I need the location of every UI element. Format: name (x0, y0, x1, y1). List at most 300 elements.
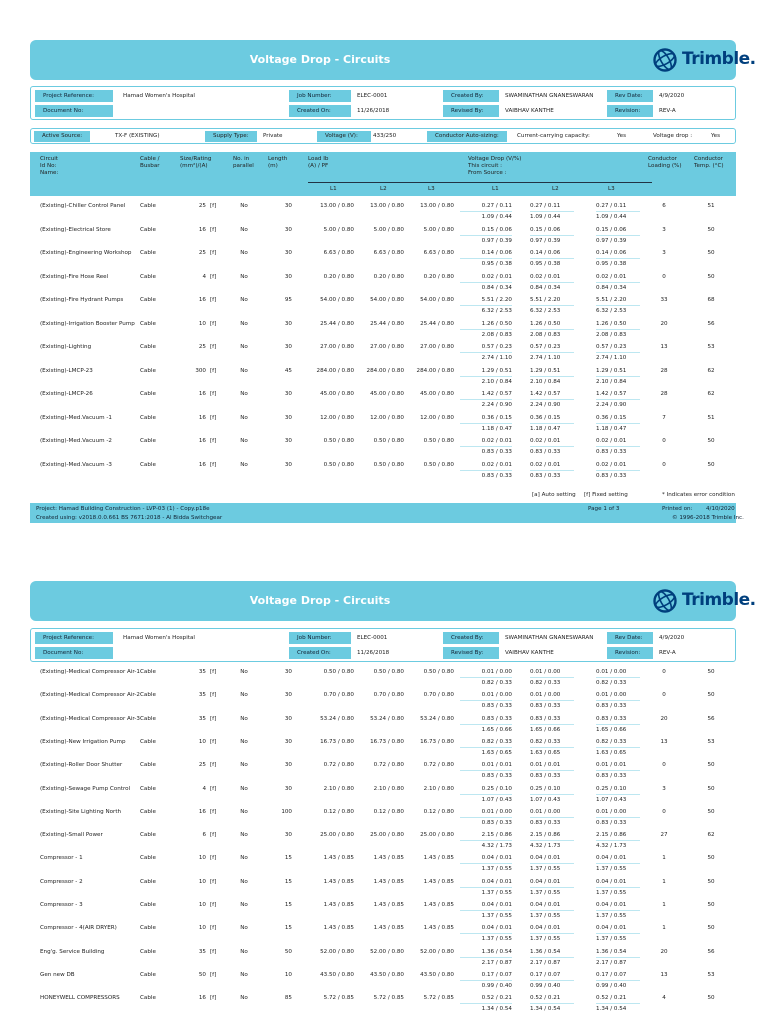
row-divider (460, 677, 512, 678)
cell-v1: 0.15 / 0.06 (481, 226, 512, 233)
cell-s1: 0.95 / 0.38 (481, 261, 512, 267)
cell-v1: 0.04 / 0.01 (481, 878, 512, 885)
cell-temp: 50 (707, 855, 715, 862)
row-divider (530, 305, 574, 306)
cell-flag: [f] (210, 995, 217, 1002)
cell-l2: 0.12 / 0.80 (373, 808, 404, 815)
cell-flag: [f] (210, 785, 217, 792)
document-no-value (117, 105, 287, 117)
cell-s1: 0.83 / 0.33 (481, 703, 512, 710)
cell-v1: 0.04 / 0.01 (481, 902, 512, 908)
cell-name: (Existing)-Fire Hydrant Pumps (40, 297, 124, 303)
cell-l2: 0.72 / 0.80 (373, 762, 404, 769)
cell-type: Cable (140, 438, 156, 444)
cell-v2: 0.04 / 0.01 (530, 878, 561, 885)
cell-flag: [f] (210, 461, 217, 468)
legend-auto: [a] Auto setting (532, 492, 576, 498)
cell-s1: 1.18 / 0.47 (481, 425, 512, 432)
cell-flag: [f] (210, 832, 217, 839)
created-on-label: Created On: (289, 647, 351, 659)
cell-l2: 284.00 / 0.80 (366, 367, 404, 374)
cell-v1: 1.29 / 0.51 (481, 367, 512, 374)
row-divider (530, 376, 574, 377)
cell-flag: [f] (210, 971, 217, 978)
cell-l1: 0.50 / 0.80 (323, 461, 354, 468)
cell-v3: 0.01 / 0.00 (596, 669, 627, 675)
cell-size: 10 (198, 925, 206, 932)
cell-l3: 27.00 / 0.80 (420, 344, 454, 350)
table-row (30, 458, 736, 482)
cell-len: 30 (284, 438, 292, 444)
cell-len: 30 (284, 832, 292, 839)
cell-load: 0 (662, 808, 666, 815)
rev-date-label: Rev Date: (607, 90, 653, 102)
row-divider (596, 470, 640, 471)
cell-load: 1 (662, 902, 666, 908)
cell-par: No (240, 203, 248, 209)
cell-v1: 1.42 / 0.57 (481, 391, 512, 397)
row-divider (596, 446, 640, 447)
cell-temp: 50 (707, 438, 715, 444)
project-info-box (30, 628, 736, 662)
cell-s1: 0.99 / 0.40 (481, 982, 512, 989)
header-load: Load Ib (A) / PF (308, 156, 329, 169)
cell-l2: 1.43 / 0.85 (373, 855, 404, 862)
cell-par: No (240, 855, 248, 862)
cell-v3: 0.01 / 0.00 (596, 692, 627, 699)
cell-s2: 1.37 / 0.55 (530, 913, 561, 919)
rev-date-value: 4/9/2020 (659, 635, 685, 641)
cell-l3: 5.00 / 0.80 (423, 226, 454, 233)
cell-l2: 0.70 / 0.80 (373, 692, 404, 699)
created-by-value: SWAMINATHAN GNANESWARAN (505, 635, 594, 641)
cell-v2: 0.52 / 0.21 (530, 995, 561, 1002)
cell-s3: 0.83 / 0.33 (596, 472, 627, 479)
cell-load: 13 (660, 738, 668, 745)
cell-s1: 1.07 / 0.43 (481, 796, 512, 803)
cell-size: 16 (198, 438, 206, 444)
cell-s1: 0.83 / 0.33 (481, 773, 512, 780)
cell-s1: 0.83 / 0.33 (481, 472, 512, 479)
table-row (30, 223, 736, 247)
cell-l1: 25.44 / 0.80 (320, 320, 354, 327)
row-divider (596, 770, 640, 771)
row-divider (460, 211, 512, 212)
cell-name: Eng'g. Service Building (40, 948, 105, 955)
cell-len: 15 (284, 902, 292, 908)
cell-temp: 62 (707, 367, 715, 374)
cell-load: 28 (660, 391, 668, 397)
cell-par: No (240, 785, 248, 792)
conductor-auto-sizing-label: Conductor Auto-sizing: (427, 131, 507, 142)
footer-created-using: Created using: v2018.0.0.661 BS 7671:2018 - Al Bidda Switchgear (36, 515, 223, 521)
rev-date-value: 4/9/2020 (659, 93, 685, 99)
cell-size: 35 (198, 715, 206, 722)
cell-name: (Existing)-Medical Compressor Air-1 (40, 669, 140, 675)
row-divider (460, 258, 512, 259)
cell-name: (Existing)-Fire Hose Reel (40, 273, 109, 280)
cell-s3: 0.97 / 0.39 (596, 237, 627, 244)
row-divider (596, 211, 640, 212)
row-divider (596, 352, 640, 353)
table-row (30, 782, 736, 806)
row-divider (596, 700, 640, 701)
cell-par: No (240, 320, 248, 327)
cell-par: No (240, 995, 248, 1002)
row-divider (530, 399, 574, 400)
cell-v3: 1.26 / 0.50 (596, 320, 627, 327)
row-divider (596, 258, 640, 259)
cell-s3: 1.37 / 0.55 (596, 889, 627, 896)
cell-v2: 1.42 / 0.57 (530, 391, 561, 397)
row-divider (596, 423, 640, 424)
cell-l2: 0.50 / 0.80 (373, 438, 404, 444)
cell-size: 10 (198, 855, 206, 862)
cell-len: 30 (284, 785, 292, 792)
cell-type: Cable (140, 344, 156, 350)
cell-temp: 51 (707, 203, 715, 209)
cell-size: 25 (198, 762, 206, 769)
revision-label: Revision: (607, 647, 653, 659)
footer-printed-date: 4/10/2020 (706, 506, 735, 512)
cell-v1: 2.15 / 0.86 (481, 832, 512, 839)
cell-l1: 53.24 / 0.80 (320, 715, 354, 722)
header-vd-l3: L3 (608, 186, 615, 192)
cell-type: Cable (140, 367, 156, 374)
cell-par: No (240, 971, 248, 978)
cell-s2: 0.83 / 0.33 (530, 819, 561, 826)
cell-load: 20 (660, 320, 668, 327)
row-divider (460, 724, 512, 725)
cell-v1: 0.02 / 0.01 (481, 273, 512, 280)
table-row (30, 712, 736, 736)
cell-name: (Existing)-Medical Compressor Air-2 (40, 692, 140, 699)
table-row (30, 805, 736, 829)
created-on-label: Created On: (289, 105, 351, 117)
cell-temp: 50 (707, 995, 715, 1002)
cell-name: (Existing)-Irrigation Booster Pump (40, 320, 135, 327)
header-conductor-temp: Conductor Temp. (°C) (694, 156, 724, 169)
row-divider (460, 887, 512, 888)
cell-type: Cable (140, 808, 156, 815)
voltage-label: Voltage (V): (317, 131, 371, 142)
cell-s2: 1.37 / 0.55 (530, 936, 561, 943)
cell-l2: 2.10 / 0.80 (373, 785, 404, 792)
row-divider (460, 840, 512, 841)
supply-type-label: Supply Type: (205, 131, 257, 142)
row-divider (460, 957, 512, 958)
cell-l1: 1.43 / 0.85 (323, 925, 354, 932)
row-divider (460, 282, 512, 283)
row-divider (460, 470, 512, 471)
cell-v2: 0.25 / 0.10 (530, 785, 561, 792)
cell-load: 20 (660, 715, 668, 722)
cell-l1: 27.00 / 0.80 (320, 344, 354, 350)
cell-l1: 13.00 / 0.80 (320, 203, 354, 209)
cell-type: Cable (140, 391, 156, 397)
cell-par: No (240, 715, 248, 722)
cell-s3: 1.37 / 0.55 (596, 936, 627, 943)
cell-v2: 0.01 / 0.00 (530, 808, 561, 815)
active-source-value: TX-F (EXISTING) (115, 133, 160, 139)
report-title: Voltage Drop - Circuits (249, 594, 391, 607)
revised-by-label: Revised By: (443, 647, 499, 659)
row-divider (460, 376, 512, 377)
revision-value: REV-A (659, 108, 676, 114)
cell-s3: 1.09 / 0.44 (596, 214, 627, 220)
row-divider (460, 423, 512, 424)
row-divider (460, 235, 512, 236)
cell-flag: [f] (210, 414, 217, 421)
table-row (30, 898, 736, 922)
cell-l3: 0.20 / 0.80 (423, 273, 454, 280)
cell-v2: 0.83 / 0.33 (530, 715, 561, 722)
cell-v1: 0.14 / 0.06 (481, 250, 512, 256)
cell-s2: 1.07 / 0.43 (530, 796, 561, 803)
footer-copyright: © 1996-2018 Trimble Inc. (672, 515, 744, 521)
cell-l1: 12.00 / 0.80 (320, 414, 354, 421)
cell-v2: 0.04 / 0.01 (530, 855, 561, 862)
cell-size: 25 (198, 203, 206, 209)
cell-load: 0 (662, 273, 666, 280)
cell-v1: 0.02 / 0.01 (481, 438, 512, 444)
trimble-logo (652, 47, 764, 73)
cell-len: 30 (284, 226, 292, 233)
cell-load: 3 (662, 785, 666, 792)
job-number-label: Job Number: (289, 632, 351, 644)
cell-type: Cable (140, 414, 156, 421)
supply-type-value: Private (263, 133, 283, 139)
cell-l1: 1.43 / 0.85 (323, 855, 354, 862)
cell-s2: 1.37 / 0.55 (530, 866, 561, 873)
cell-l2: 1.43 / 0.85 (373, 878, 404, 885)
row-divider (596, 957, 640, 958)
cell-s2: 1.37 / 0.55 (530, 889, 561, 896)
header-vd-l1: L1 (492, 186, 499, 192)
cell-load: 7 (662, 414, 666, 421)
cell-len: 15 (284, 925, 292, 932)
table-row (30, 434, 736, 458)
job-number-value: ELEC-0001 (357, 93, 388, 99)
cell-v3: 0.01 / 0.00 (596, 808, 627, 815)
cell-flag: [f] (210, 902, 217, 908)
footer-project: Project: Hamad Building Construction - LVP-03 (1) - Copy.p18e (36, 506, 210, 512)
cell-len: 15 (284, 855, 292, 862)
row-divider (596, 887, 640, 888)
cell-v2: 0.02 / 0.01 (530, 461, 561, 468)
cell-flag: [f] (210, 297, 217, 303)
cell-name: (Existing)-New Irrigation Pump (40, 738, 126, 745)
cell-len: 95 (284, 297, 292, 303)
cell-temp: 53 (707, 738, 715, 745)
cell-type: Cable (140, 715, 156, 722)
cell-temp: 50 (707, 250, 715, 256)
cell-temp: 50 (707, 878, 715, 885)
report-banner (30, 581, 756, 621)
cell-s1: 4.32 / 1.73 (481, 843, 512, 850)
row-divider (596, 724, 640, 725)
cell-s2: 4.32 / 1.73 (530, 843, 561, 850)
cell-flag: [f] (210, 669, 217, 675)
table-row (30, 968, 736, 992)
row-divider (460, 329, 512, 330)
cell-size: 4 (202, 785, 206, 792)
cell-v1: 0.01 / 0.00 (481, 808, 512, 815)
cell-v3: 0.04 / 0.01 (596, 925, 627, 932)
cell-type: Cable (140, 762, 156, 769)
cell-par: No (240, 250, 248, 256)
trimble-wordmark: Trimble. (682, 49, 756, 69)
trimble-wordmark: Trimble. (682, 590, 756, 610)
cell-v3: 1.36 / 0.54 (596, 948, 627, 955)
active-source-label: Active Source: (34, 131, 90, 142)
table-row (30, 688, 736, 712)
row-divider (530, 423, 574, 424)
cell-s2: 2.17 / 0.87 (530, 959, 561, 966)
table-row (30, 851, 736, 875)
cell-flag: [f] (210, 762, 217, 769)
cell-l1: 5.00 / 0.80 (323, 226, 354, 233)
trimble-globe-icon (652, 588, 680, 614)
cell-type: Cable (140, 878, 156, 885)
cell-size: 4 (202, 273, 206, 280)
cell-l2: 25.00 / 0.80 (370, 832, 404, 839)
row-divider (596, 376, 640, 377)
row-divider (530, 817, 574, 818)
cell-s3: 0.83 / 0.33 (596, 449, 627, 455)
cell-l1: 1.43 / 0.85 (323, 878, 354, 885)
cell-v3: 0.27 / 0.11 (596, 203, 627, 209)
cell-v3: 1.29 / 0.51 (596, 367, 627, 374)
cell-l3: 1.43 / 0.85 (423, 878, 454, 885)
cell-name: (Existing)-Sewage Pump Control (40, 785, 131, 792)
cell-par: No (240, 391, 248, 397)
cell-l2: 12.00 / 0.80 (370, 414, 404, 421)
row-divider (460, 933, 512, 934)
cell-v3: 2.15 / 0.86 (596, 832, 627, 839)
cell-v1: 0.36 / 0.15 (481, 414, 512, 421)
cell-v3: 1.42 / 0.57 (596, 391, 627, 397)
cell-type: Cable (140, 902, 156, 908)
cell-l3: 2.10 / 0.80 (423, 785, 454, 792)
cell-v3: 0.04 / 0.01 (596, 878, 627, 885)
cell-v2: 0.57 / 0.23 (530, 344, 561, 350)
cell-temp: 62 (707, 832, 715, 839)
cell-l1: 0.50 / 0.80 (323, 438, 354, 444)
row-divider (530, 794, 574, 795)
cell-name: (Existing)-LMCP-23 (40, 367, 93, 374)
cell-load: 0 (662, 762, 666, 769)
cell-flag: [f] (210, 925, 217, 932)
table-row (30, 875, 736, 899)
cell-par: No (240, 344, 248, 350)
cell-v1: 0.02 / 0.01 (481, 461, 512, 468)
cell-l3: 0.72 / 0.80 (423, 762, 454, 769)
cell-par: No (240, 226, 248, 233)
cell-l2: 25.44 / 0.80 (370, 320, 404, 327)
cell-v2: 2.15 / 0.86 (530, 832, 561, 839)
cell-s1: 0.83 / 0.33 (481, 819, 512, 826)
cell-temp: 51 (707, 414, 715, 421)
cell-par: No (240, 438, 248, 444)
cell-temp: 50 (707, 902, 715, 908)
legend (0, 492, 768, 502)
row-divider (460, 446, 512, 447)
cell-type: Cable (140, 273, 156, 280)
cell-len: 50 (284, 948, 292, 955)
revised-by-label: Revised By: (443, 105, 499, 117)
voltage-value: 433/250 (373, 133, 397, 139)
cell-name: (Existing)-Site Lighting North (40, 808, 122, 815)
cell-flag: [f] (210, 226, 217, 233)
cell-flag: [f] (210, 738, 217, 745)
cell-s3: 1.65 / 0.66 (596, 726, 627, 733)
row-divider (596, 329, 640, 330)
cell-size: 16 (198, 995, 206, 1002)
table-row (30, 199, 736, 223)
table-row (30, 921, 736, 945)
cell-l2: 0.20 / 0.80 (373, 273, 404, 280)
header-load-underline (308, 182, 468, 183)
cell-load: 1 (662, 855, 666, 862)
active-source-bar (30, 128, 736, 144)
cell-l3: 1.43 / 0.85 (423, 855, 454, 862)
cell-v3: 0.17 / 0.07 (596, 971, 627, 978)
legend-error: * Indicates error condition (662, 492, 735, 498)
cell-len: 30 (284, 320, 292, 327)
cell-len: 30 (284, 762, 292, 769)
header-length: Length (m) (268, 156, 288, 169)
revision-value: REV-A (659, 650, 676, 656)
cell-s2: 2.10 / 0.84 (530, 378, 561, 385)
revised-by-value: VAIBHAV KANTHE (505, 650, 554, 656)
cell-s2: 0.83 / 0.33 (530, 773, 561, 780)
cell-name: (Existing)-LMCP-26 (40, 391, 93, 397)
cell-v2: 0.36 / 0.15 (530, 414, 561, 421)
cell-flag: [f] (210, 250, 217, 256)
project-reference-value: Hamad Women's Hospital (123, 93, 195, 99)
row-divider (596, 305, 640, 306)
cell-flag: [f] (210, 203, 217, 209)
cell-flag: [f] (210, 948, 217, 955)
cell-size: 16 (198, 414, 206, 421)
cell-par: No (240, 692, 248, 699)
cell-size: 16 (198, 297, 206, 303)
cell-l3: 54.00 / 0.80 (420, 297, 454, 303)
vd-label: Voltage drop : (653, 133, 693, 139)
cell-load: 27 (660, 832, 668, 839)
cell-len: 30 (284, 203, 292, 209)
cell-v3: 0.82 / 0.33 (596, 738, 627, 745)
report-banner (30, 40, 756, 80)
cell-size: 16 (198, 391, 206, 397)
created-by-label: Created By: (443, 632, 499, 644)
row-divider (530, 211, 574, 212)
cell-s3: 0.84 / 0.34 (596, 284, 627, 291)
cell-flag: [f] (210, 391, 217, 397)
row-divider (460, 352, 512, 353)
cell-size: 6 (202, 832, 206, 839)
cell-s2: 0.95 / 0.38 (530, 261, 561, 267)
cell-name: (Existing)-Med.Vacuum -2 (40, 438, 112, 444)
cell-s3: 6.32 / 2.53 (596, 308, 627, 314)
cell-len: 30 (284, 461, 292, 468)
cell-v3: 0.01 / 0.01 (596, 762, 627, 769)
cell-s2: 0.84 / 0.34 (530, 284, 561, 291)
cell-v1: 0.01 / 0.01 (481, 762, 512, 769)
header-voltage-drop: Voltage Drop (V/%) This circuit : From Source : (468, 156, 522, 176)
row-divider (596, 933, 640, 934)
